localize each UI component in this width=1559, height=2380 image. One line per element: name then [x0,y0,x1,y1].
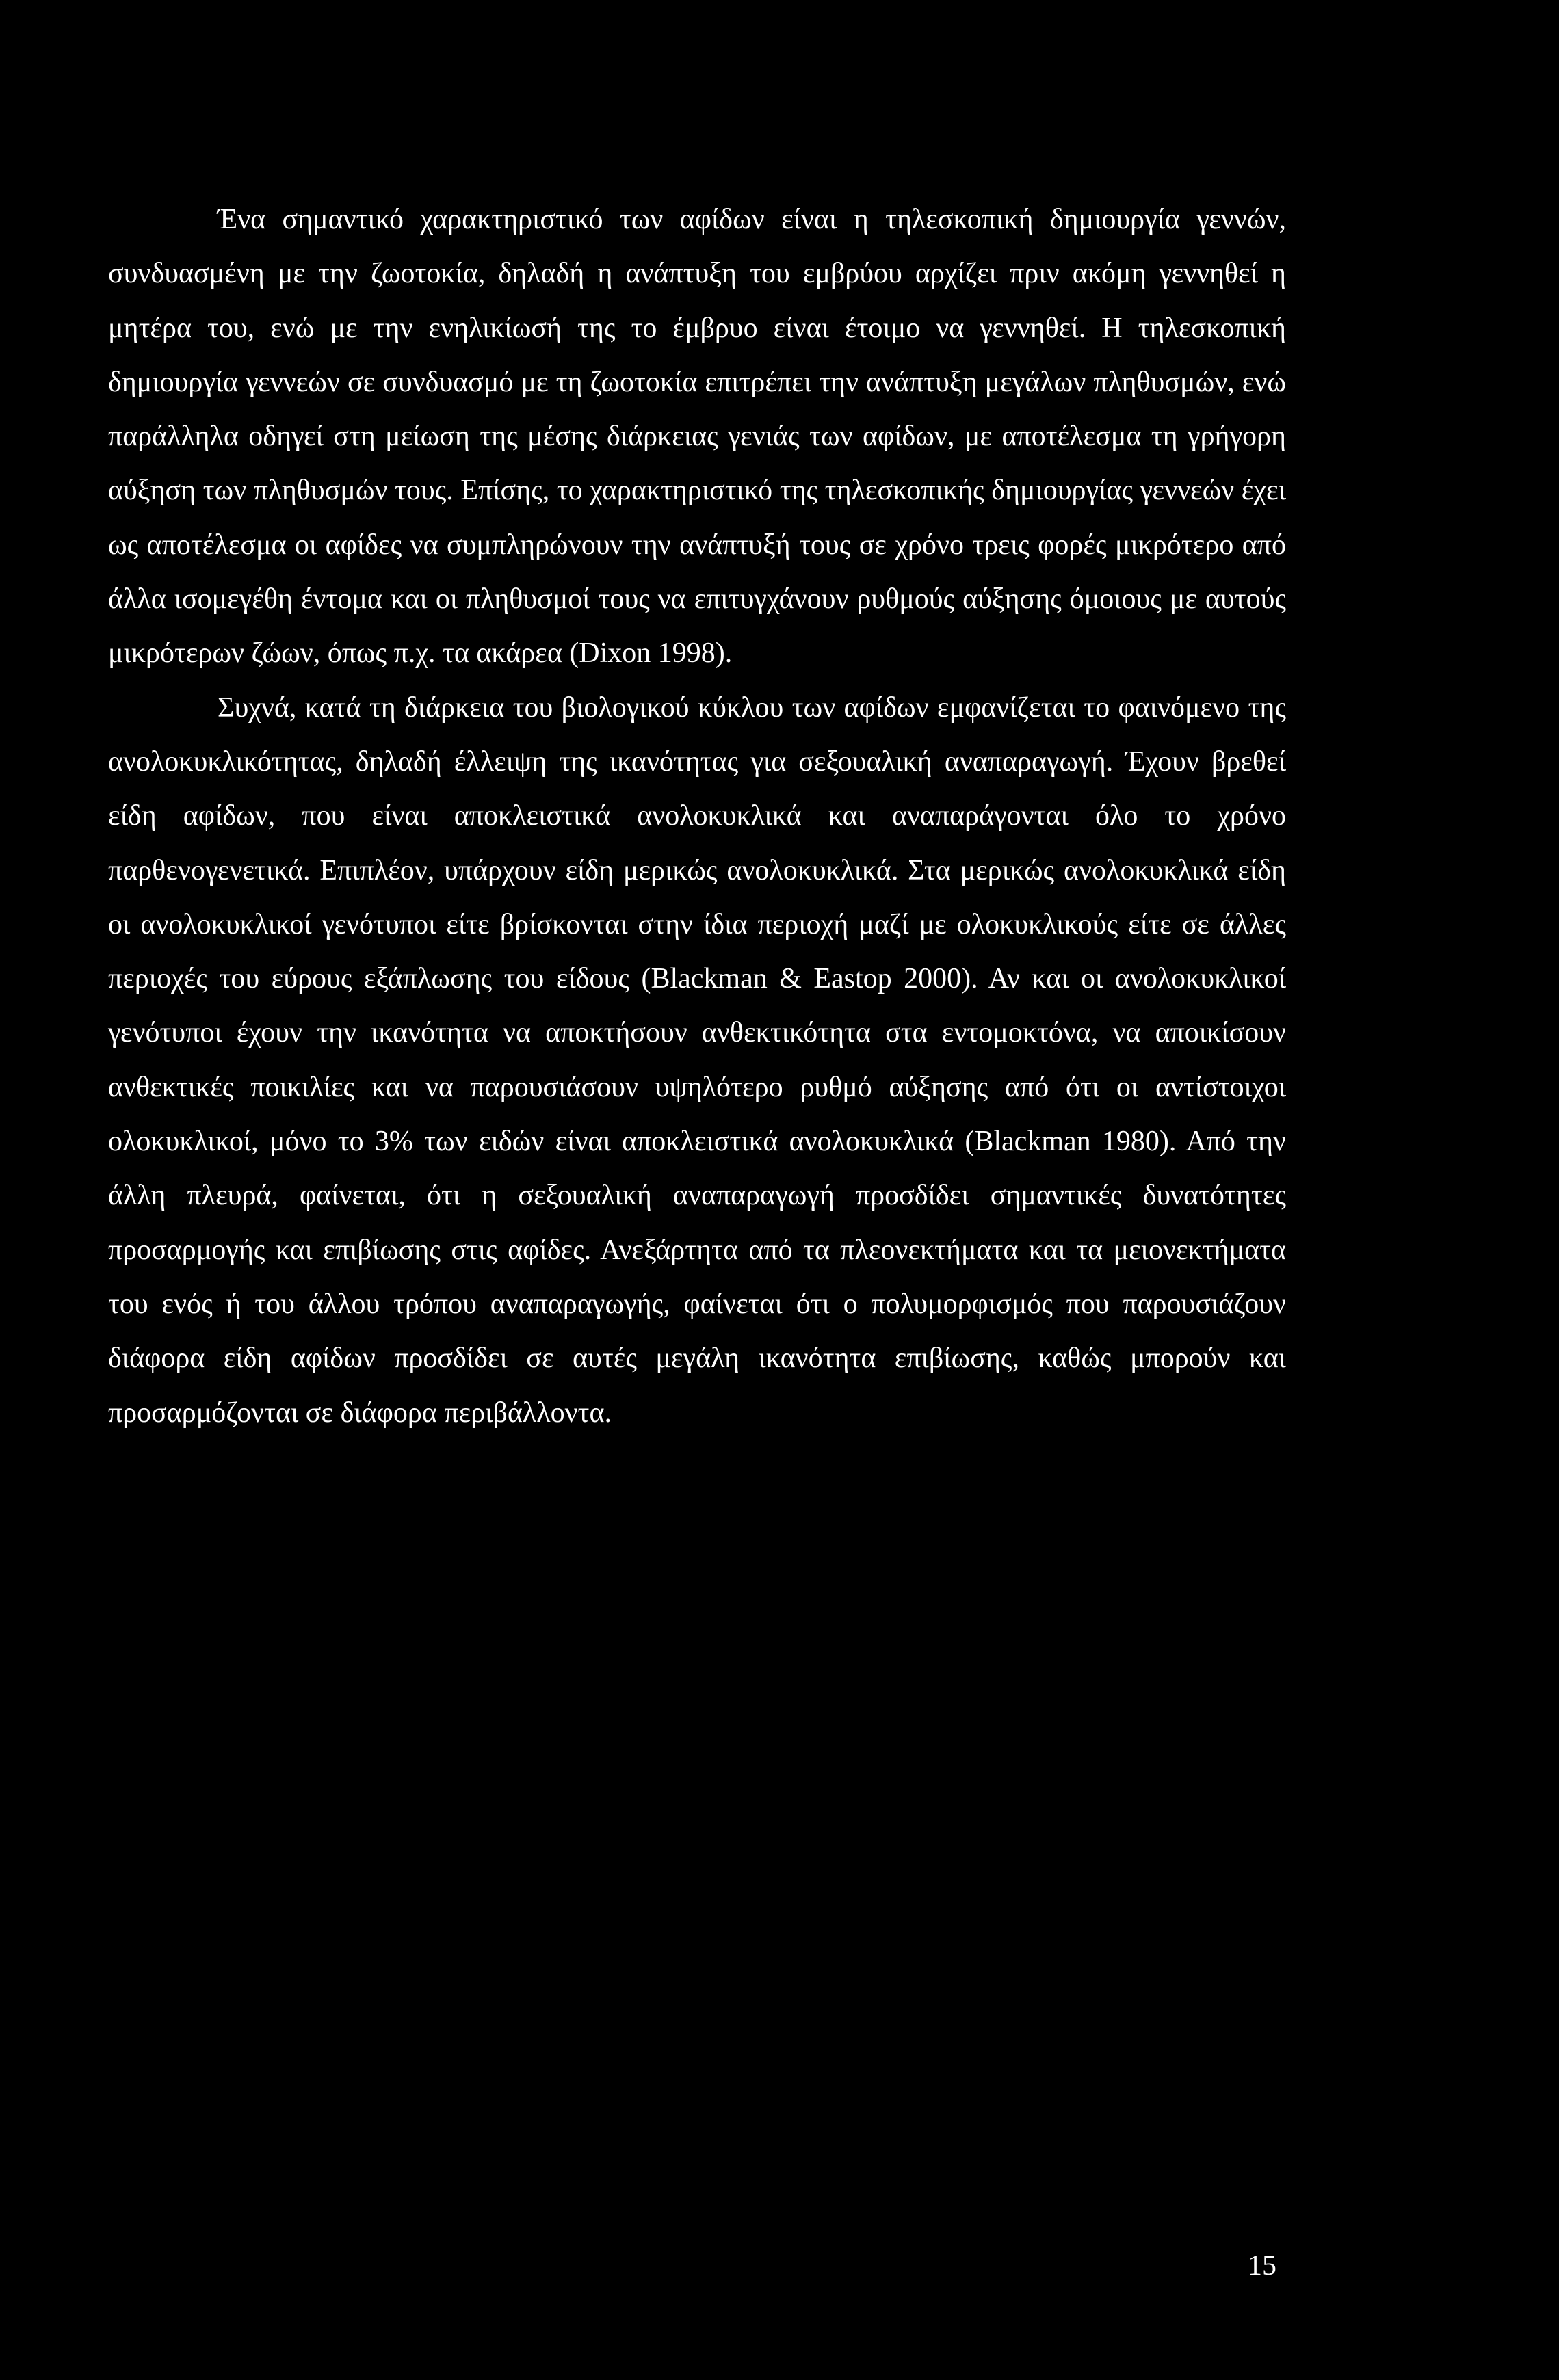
page-number: 15 [1248,2250,1276,2282]
body-text [108,193,1286,1440]
paragraph-anholocyclic-reproduction: Συχνά, κατά τη διάρκεια του βιολογικού κύκλου των αφίδων εμφανίζεται το φαινόμενο της ανολοκυκλικότητας, δηλαδή έλλειψη της ικανότητας για σεξουαλική αναπαραγωγή. Έχουν βρεθεί είδη αφίδων, που είναι αποκλειστικά ανολοκυκλικά και αναπαράγονται όλο το χρόνο παρθενογενετικά. Επιπλέον, υπάρχουν είδη μερικώς ανολοκυκλικά. Στα μερικώς ανολοκυκλικά είδη οι ανολοκυκλικοί γενότυποι είτε βρίσκονται στην ίδια περιοχή μαζί με ολοκυκλικούς είτε σε άλλες περιοχές του εύρους εξάπλωσης του είδους (Blackman & Eastop 2000). Αν και οι ανολοκυκλικοί γενότυποι έχουν την ικανότητα να αποκτήσουν ανθεκτικότητα στα εντομοκτόνα, να αποικίσουν ανθεκτικές ποικιλίες και να παρουσιάσουν υψηλότερο ρυθμό αύξησης από ότι οι αντίστοιχοι ολοκυκλικοί, μόνο το 3% των ειδών είναι αποκλειστικά ανολοκυκλικά (Blackman 1980). Από την άλλη πλευρά, φαίνεται, ότι η σεξουαλική αναπαραγωγή προσδίδει σημαντικές δυνατότητες προσαρμογής και επιβίωσης στις αφίδες. Ανεξάρτητα από τα πλεονεκτήματα και τα μειονεκτήματα του ενός ή του άλλου τρόπου αναπαραγωγής, φαίνεται ότι ο πολυμορφισμός που παρουσιάζουν διάφορα είδη αφίδων προσδίδει σε αυτές μεγάλη ικανότητα επιβίωσης, καθώς μπορούν και προσαρμόζονται σε διάφορα περιβάλλοντα. [108,691,1286,1429]
paragraph-aphid-telescopic-generations: Ένα σημαντικό χαρακτηριστικό των αφίδων είναι η τηλεσκοπική δημιουργία γεννών, συνδυασμένη με την ζωοτοκία, δηλαδή η ανάπτυξη του εμβρύου αρχίζει πριν ακόμη γεννηθεί η μητέρα του, ενώ με την ενηλικίωσή της το έμβρυο είναι έτοιμο να γεννηθεί. Η τηλεσκοπική δημιουργία γεννεών σε συνδυασμό με τη ζωοτοκία επιτρέπει την ανάπτυξη μεγάλων πληθυσμών, ενώ παράλληλα οδηγεί στη μείωση της μέσης διάρκειας γενιάς των αφίδων, με αποτέλεσμα τη γρήγορη αύξηση των πληθυσμών τους. Επίσης, το χαρακτηριστικό της τηλεσκοπικής δημιουργίας γεννεών έχει ως αποτέλεσμα οι αφίδες να συμπληρώνουν την ανάπτυξή τους σε χρόνο τρεις φορές μικρότερο από άλλα ισομεγέθη έντομα και οι πληθυσμοί τους να επιτυγχάνουν ρυθμούς αύξησης όμοιους με αυτούς μικρότερων ζώων, όπως π.χ. τα ακάρεα (Dixon 1998). [108,204,1286,670]
